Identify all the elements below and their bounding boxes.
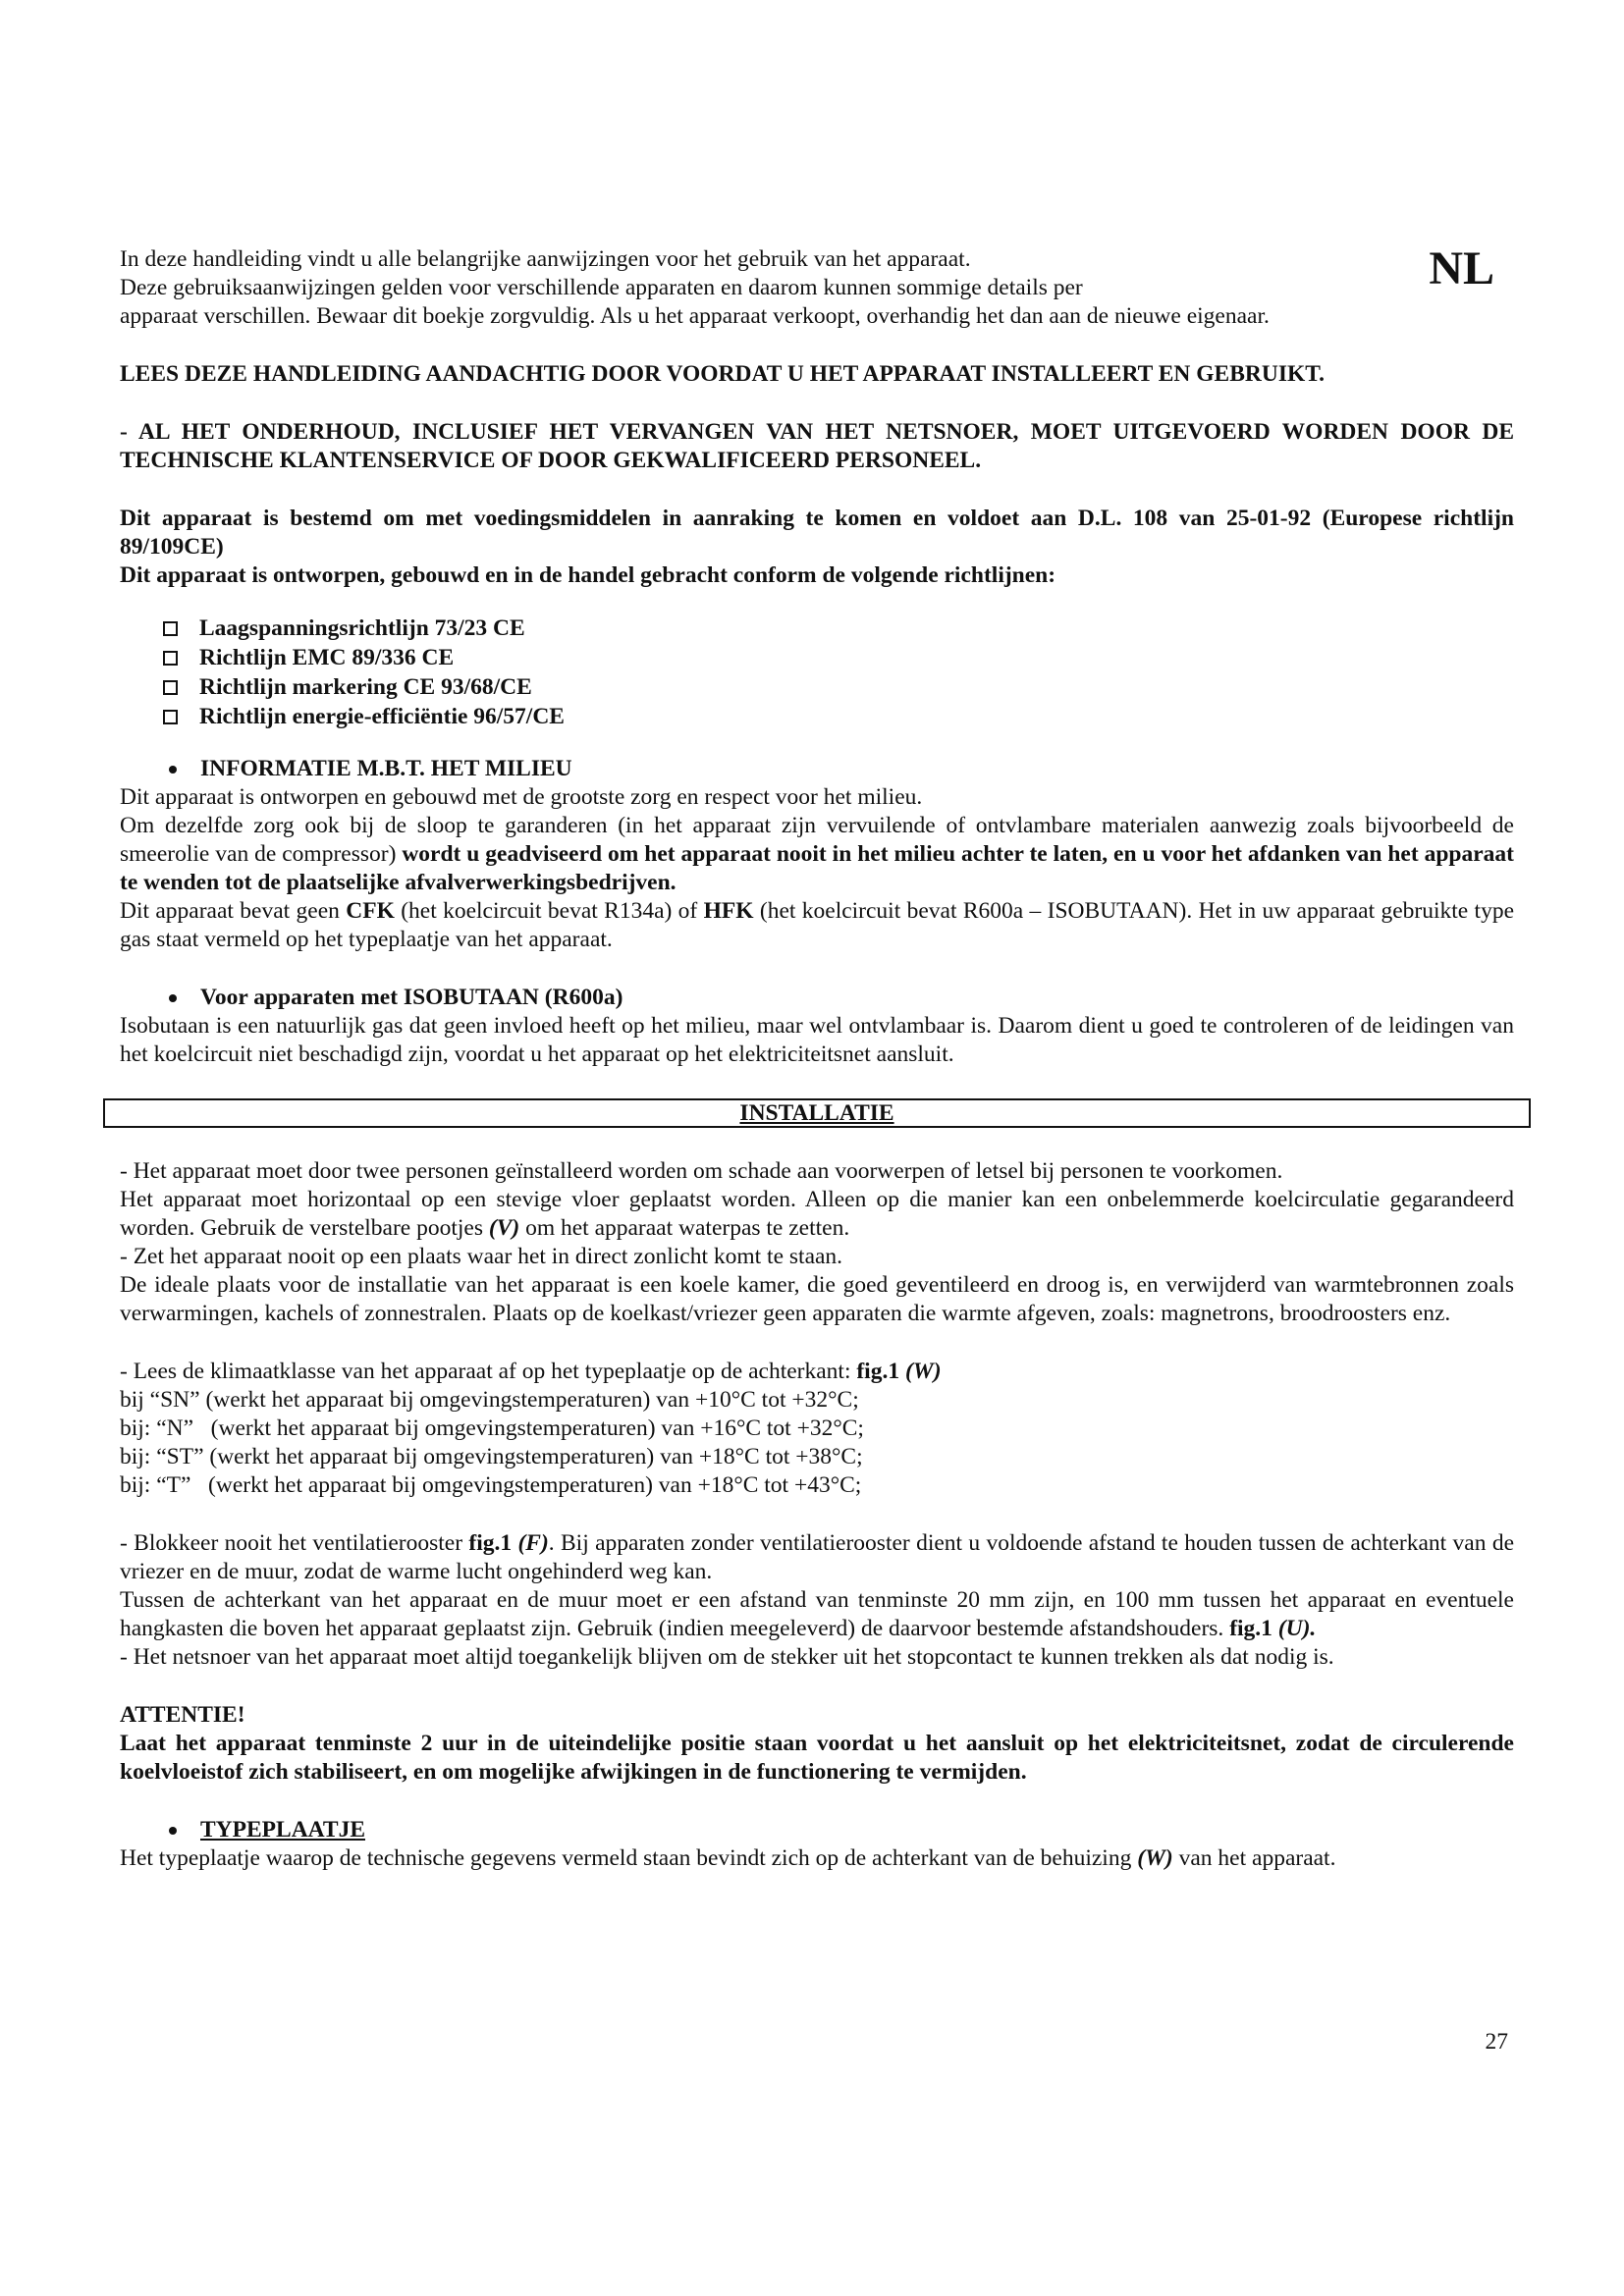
- typeplate-text: Het typeplaatje waarop de technische gegevens vermeld staan bevindt zich op de achterkant van de behuizing (W) van het apparaat.: [120, 1845, 1336, 1871]
- list-item: Laagspanningsrichtlijn 73/23 CE: [163, 614, 1514, 643]
- isobutane-heading: Voor apparaten met ISOBUTAAN (R600a): [120, 984, 1514, 1012]
- climate-class-st: bij: “ST” (werkt het apparaat bij omgevingstemperaturen) van +18°C tot +38°C;: [120, 1444, 863, 1469]
- environment-text-3: Dit apparaat bevat geen CFK (het koelcircuit bevat R134a) of HFK (het koelcircuit bevat R600a – ISOBUTAAN). Het in uw apparaat gebruikte type gas staat vermeld op het typeplaatje van het apparaat.: [120, 898, 1515, 952]
- list-item: Richtlijn energie-efficiëntie 96/57/CE: [163, 702, 1514, 731]
- intro-block: [120, 242, 1514, 331]
- attention-text: Laat het apparaat tenminste 2 uur in de uiteindelijke positie staan voordat u het aansluit op het elektriciteitsnet, zodat de circulerende koelvloeistof zich stabiliseert, en om mogelijke afwijkingen in de functionering te vermijden.: [120, 1731, 1514, 1785]
- language-code: NL: [1429, 242, 1494, 294]
- checkbox-bullet-icon: [163, 651, 178, 666]
- intro-line-2: Deze gebruiksaanwijzingen gelden voor verschillende apparaten en daarom kunnen sommige details per: [120, 275, 1083, 300]
- climate-class-n: bij: “N” (werkt het apparaat bij omgevingstemperaturen) van +16°C tot +32°C;: [120, 1415, 864, 1441]
- bullet-icon: [169, 766, 177, 774]
- page-number: 27: [1485, 2029, 1508, 2055]
- bullet-icon: [169, 1827, 177, 1835]
- ventilation-text: - Blokkeer nooit het ventilatierooster fig.1 (F). Bij apparaten zonder ventilatierooster dient u voldoende afstand te houden tussen de achterkant van de vriezer en de muur, zodat de warme lucht ongehinderd weg kan.: [120, 1530, 1514, 1584]
- installation-p2: Het apparaat moet horizontaal op een stevige vloer geplaatst worden. Alleen op die manier kan een onbelemmerde koelcirculatie gegarandeerd worden. Gebruik de verstelbare pootjes (V) om het apparaat waterpas te zetten.: [120, 1187, 1514, 1241]
- installation-p4: De ideale plaats voor de installatie van het apparaat is een koele kamer, die goed geventileerd en droog is, en verwijderd van warmtebronnen zoals verwarmingen, kachels of zonnestralen. Plaats op de koelkast/vriezer geen apparaten die warmte afgeven, zoals: magnetrons, broodroosters enz.: [120, 1272, 1514, 1326]
- intro-line-3: apparaat verschillen. Bewaar dit boekje zorgvuldig. Als u het apparaat verkoopt, overhandig het dan aan de nieuwe eigenaar.: [120, 303, 1270, 329]
- food-conformity: Dit apparaat is bestemd om met voedingsmiddelen in aanraking te komen en voldoet aan D.L. 108 van 25-01-92 (Europese richtlijn 89/109CE): [120, 506, 1514, 560]
- environment-heading: INFORMATIE M.B.T. HET MILIEU: [120, 755, 1514, 783]
- intro-line-1: In deze handleiding vindt u alle belangrijke aanwijzingen voor het gebruik van het apparaat.: [120, 246, 971, 272]
- checkbox-bullet-icon: [163, 621, 178, 636]
- checkbox-bullet-icon: [163, 710, 178, 724]
- attention-title: ATTENTIE!: [120, 1702, 245, 1728]
- list-item: Richtlijn EMC 89/336 CE: [163, 643, 1514, 672]
- climate-class-sn: bij “SN” (werkt het apparaat bij omgevingstemperaturen) van +10°C tot +32°C;: [120, 1387, 859, 1413]
- directives-intro: Dit apparaat is ontworpen, gebouwd en in de handel gebracht conform de volgende richtlijnen:: [120, 562, 1056, 588]
- page-content: [120, 242, 1515, 1873]
- typeplate-heading: TYPEPLAATJE: [120, 1816, 1514, 1844]
- climate-intro: - Lees de klimaatklasse van het apparaat af op het typeplaatje op de achterkant: fig.1 (W): [120, 1359, 942, 1384]
- isobutane-text: Isobutaan is een natuurlijk gas dat geen invloed heeft op het milieu, maar wel ontvlambaar is. Daarom dient u goed te controleren of de leidingen van het koelcircuit niet beschadigd zijn, voordat u het apparaat op het elektriciteitsnet aansluit.: [120, 1013, 1514, 1067]
- climate-class-t: bij: “T” (werkt het apparaat bij omgevingstemperaturen) van +18°C tot +43°C;: [120, 1472, 862, 1498]
- bullet-icon: [169, 994, 177, 1002]
- checkbox-bullet-icon: [163, 680, 178, 695]
- directives-list: [120, 614, 1514, 731]
- installation-section-title: INSTALLATIE: [103, 1098, 1531, 1128]
- installation-p3: - Zet het apparaat nooit op een plaats waar het in direct zonlicht komt te staan.: [120, 1244, 843, 1269]
- environment-text-2: Om dezelfde zorg ook bij de sloop te garanderen (in het apparaat zijn vervuilende of ontvlambare materialen aanwezig zoals bijvoorbeeld de smeerolie van de compressor) wordt u geadviseerd om het apparaat nooit in het milieu achter te laten, en u voor het afdanken van het apparaat te wenden tot de plaatselijke afvalverwerkingsbedrijven.: [120, 813, 1515, 895]
- distance-text: Tussen de achterkant van het apparaat en de muur moet er een afstand van tenminste 20 mm zijn, en 100 mm tussen het apparaat en eventuele hangkasten die boven het apparaat geplaatst zijn. Gebruik (indien meegeleverd) de daarvoor bestemde afstandshouders. fig.1 (U).: [120, 1587, 1514, 1641]
- list-item: Richtlijn markering CE 93/68/CE: [163, 672, 1514, 702]
- power-cord-text: - Het netsnoer van het apparaat moet altijd toegankelijk blijven om de stekker uit het stopcontact te kunnen trekken als dat nodig is.: [120, 1644, 1334, 1670]
- read-warning: LEES DEZE HANDLEIDING AANDACHTIG DOOR VOORDAT U HET APPARAAT INSTALLEERT EN GEBRUIKT.: [120, 361, 1326, 387]
- environment-text-1: Dit apparaat is ontworpen en gebouwd met de grootste zorg en respect voor het milieu.: [120, 784, 923, 810]
- maintenance-warning: - AL HET ONDERHOUD, INCLUSIEF HET VERVANGEN VAN HET NETSNOER, MOET UITGEVOERD WORDEN DOOR DE TECHNISCHE KLANTENSERVICE OF DOOR GEKWALIFICEERD PERSONEEL.: [120, 419, 1514, 473]
- installation-p1: - Het apparaat moet door twee personen geïnstalleerd worden om schade aan voorwerpen of letsel bij personen te voorkomen.: [120, 1158, 1283, 1184]
